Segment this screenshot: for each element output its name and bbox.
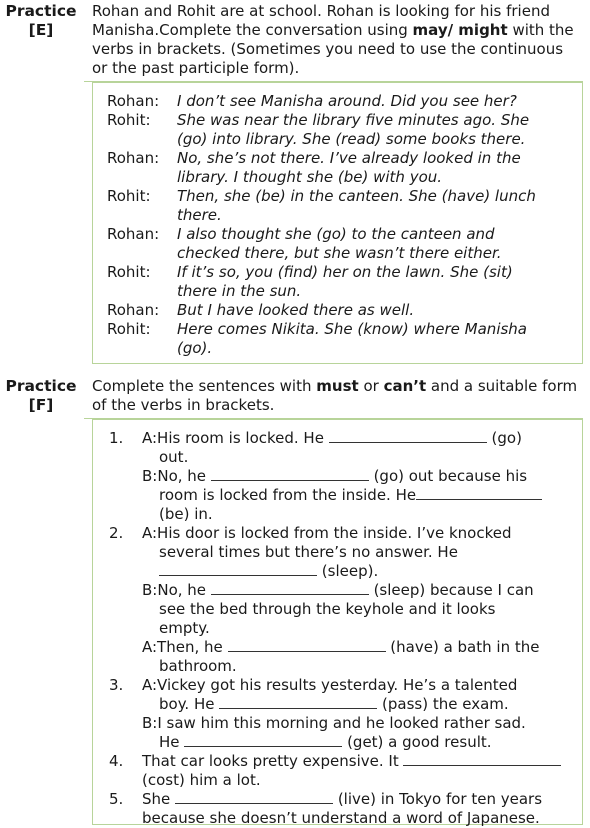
item-1b-line3: (be) in. — [159, 505, 213, 523]
practice-f-instruction-part2: and a suitable form of the verbs in brackets. — [92, 377, 578, 414]
item-1a-verb: (go) — [491, 429, 522, 447]
item-number-4: 4. — [109, 752, 124, 770]
practice-f-instruction-mid: or — [358, 377, 384, 395]
speaker-name: Rohan: — [107, 92, 160, 110]
item-2b-verb: (sleep) because I can — [373, 581, 534, 599]
item-4-text: That car looks pretty expensive. It — [142, 752, 399, 770]
item-1b-verb: (go) out because his — [373, 467, 528, 485]
speech-line: I don’t see Manisha around. Did you see her? — [177, 92, 517, 110]
speaker-name: Rohan: — [107, 301, 160, 319]
speech-line: there in the sun. — [177, 282, 302, 300]
answer-blank-5[interactable] — [175, 790, 333, 804]
item-3a-line1: A:Vickey got his results yesterday. He’s a talented — [142, 676, 518, 694]
item-2b-line1 — [142, 581, 534, 600]
item-5-line2: because she doesn’t understand a word of Japanese. — [142, 809, 540, 827]
item-1a-line2: out. — [159, 448, 189, 466]
item-1a-text: A:His room is locked. He — [142, 429, 324, 447]
item-3a-line2 — [159, 695, 509, 714]
speaker-name: Rohit: — [107, 263, 151, 281]
item-2a-line2: several times but there’s no answer. He — [159, 543, 458, 561]
speech-text — [177, 225, 573, 263]
item-2a-verb: (sleep). — [321, 562, 379, 580]
practice-f-exercise-box — [92, 419, 583, 825]
speech-text — [177, 111, 573, 149]
item-2b-line2: see the bed through the keyhole and it looks — [159, 600, 496, 618]
speech-line: If it’s so, you (find) her on the lawn. She (sit) — [177, 263, 513, 281]
answer-blank-1a[interactable] — [329, 429, 487, 443]
item-2c-line2: bathroom. — [159, 657, 237, 675]
answer-blank-1c[interactable] — [416, 486, 542, 500]
practice-f-instruction-bold-cant: can’t — [383, 377, 427, 395]
item-3a-verb: (pass) the exam. — [382, 695, 509, 713]
speech-line: (go). — [177, 339, 213, 357]
item-3b-line2 — [159, 733, 492, 752]
item-2a-line1: A:His door is locked from the inside. I’ve knocked — [142, 524, 512, 542]
item-2c-verb: (have) a bath in the — [390, 638, 540, 656]
practice-f-instruction-part1: Complete the sentences with — [92, 377, 317, 395]
answer-blank-4[interactable] — [403, 752, 561, 766]
practice-e-dialogue-box — [92, 82, 583, 364]
practice-e-instruction-part2: with the verbs in brackets. (Sometimes you need to use the continuous or the past participle form). — [92, 21, 574, 77]
item-3b-verb: (get) a good result. — [347, 733, 492, 751]
speech-line: Here comes Nikita. She (know) where Manisha — [177, 320, 527, 338]
answer-blank-1b[interactable] — [211, 467, 369, 481]
item-1b-text: B:No, he — [142, 467, 207, 485]
speech-line: She was near the library five minutes ago. She — [177, 111, 530, 129]
item-number-5: 5. — [109, 790, 124, 808]
practice-f-instruction-bold-must: must — [316, 377, 359, 395]
speaker-name: Rohit: — [107, 111, 151, 129]
item-1a-line1 — [142, 429, 522, 448]
speech-text — [177, 301, 573, 320]
speech-line: I also thought she (go) to the canteen and — [177, 225, 495, 243]
speaker-name: Rohit: — [107, 187, 151, 205]
item-2a-line3 — [159, 562, 378, 581]
practice-e-label-word: Practice — [5, 2, 77, 20]
item-5-text: She — [142, 790, 171, 808]
item-1b-line1 — [142, 467, 527, 486]
speech-text — [177, 149, 573, 187]
item-5-verb: (live) in Tokyo for ten years — [337, 790, 543, 808]
speech-line: there. — [177, 206, 222, 224]
item-3a-text: boy. He — [159, 695, 215, 713]
practice-e-label — [4, 2, 78, 40]
answer-blank-2a[interactable] — [159, 562, 317, 576]
practice-f-label-code: [F] — [28, 396, 54, 414]
speaker-name: Rohan: — [107, 149, 160, 167]
speaker-name: Rohit: — [107, 320, 151, 338]
speech-text — [177, 187, 573, 225]
speaker-name: Rohan: — [107, 225, 160, 243]
item-1b-line2-text: room is locked from the inside. He — [159, 486, 417, 504]
practice-e-instruction — [92, 2, 582, 78]
item-2b-text: B:No, he — [142, 581, 207, 599]
speech-line: library. I thought she (be) with you. — [177, 168, 443, 186]
speech-text — [177, 263, 573, 301]
practice-e-instruction-bold: may/ might — [412, 21, 508, 39]
item-2b-line3: empty. — [159, 619, 210, 637]
item-4-line1 — [142, 752, 561, 771]
speech-text — [177, 92, 573, 111]
practice-e-label-code: [E] — [28, 21, 54, 39]
speech-line: Then, she (be) in the canteen. She (have) lunch — [177, 187, 536, 205]
speech-line: No, she’s not there. I’ve already looked in the — [177, 149, 521, 167]
practice-f-label — [4, 377, 78, 415]
answer-blank-3a[interactable] — [219, 695, 377, 709]
item-number-1: 1. — [109, 429, 124, 447]
speech-line: But I have looked there as well. — [177, 301, 415, 319]
item-4-line2: (cost) him a lot. — [142, 771, 261, 789]
answer-blank-2b[interactable] — [211, 581, 369, 595]
item-3b-text: He — [159, 733, 180, 751]
practice-e-instruction-part1: Rohan and Rohit are at school. Rohan is looking for his friend Manisha.Complete the conversation using — [92, 2, 550, 39]
item-number-2: 2. — [109, 524, 124, 542]
item-3b-line1: B:I saw him this morning and he looked rather sad. — [142, 714, 526, 732]
speech-text — [177, 320, 573, 358]
item-2c-text: A:Then, he — [142, 638, 223, 656]
answer-blank-3b[interactable] — [184, 733, 342, 747]
item-5-line1 — [142, 790, 542, 809]
speech-line: checked there, but she wasn’t there either. — [177, 244, 502, 262]
item-1b-line2 — [159, 486, 542, 505]
practice-f-instruction — [92, 377, 582, 415]
practice-f-label-word: Practice — [5, 377, 77, 395]
answer-blank-2c[interactable] — [228, 638, 386, 652]
speech-line: (go) into library. She (read) some books there. — [177, 130, 526, 148]
item-2c-line1 — [142, 638, 539, 657]
item-number-3: 3. — [109, 676, 124, 694]
